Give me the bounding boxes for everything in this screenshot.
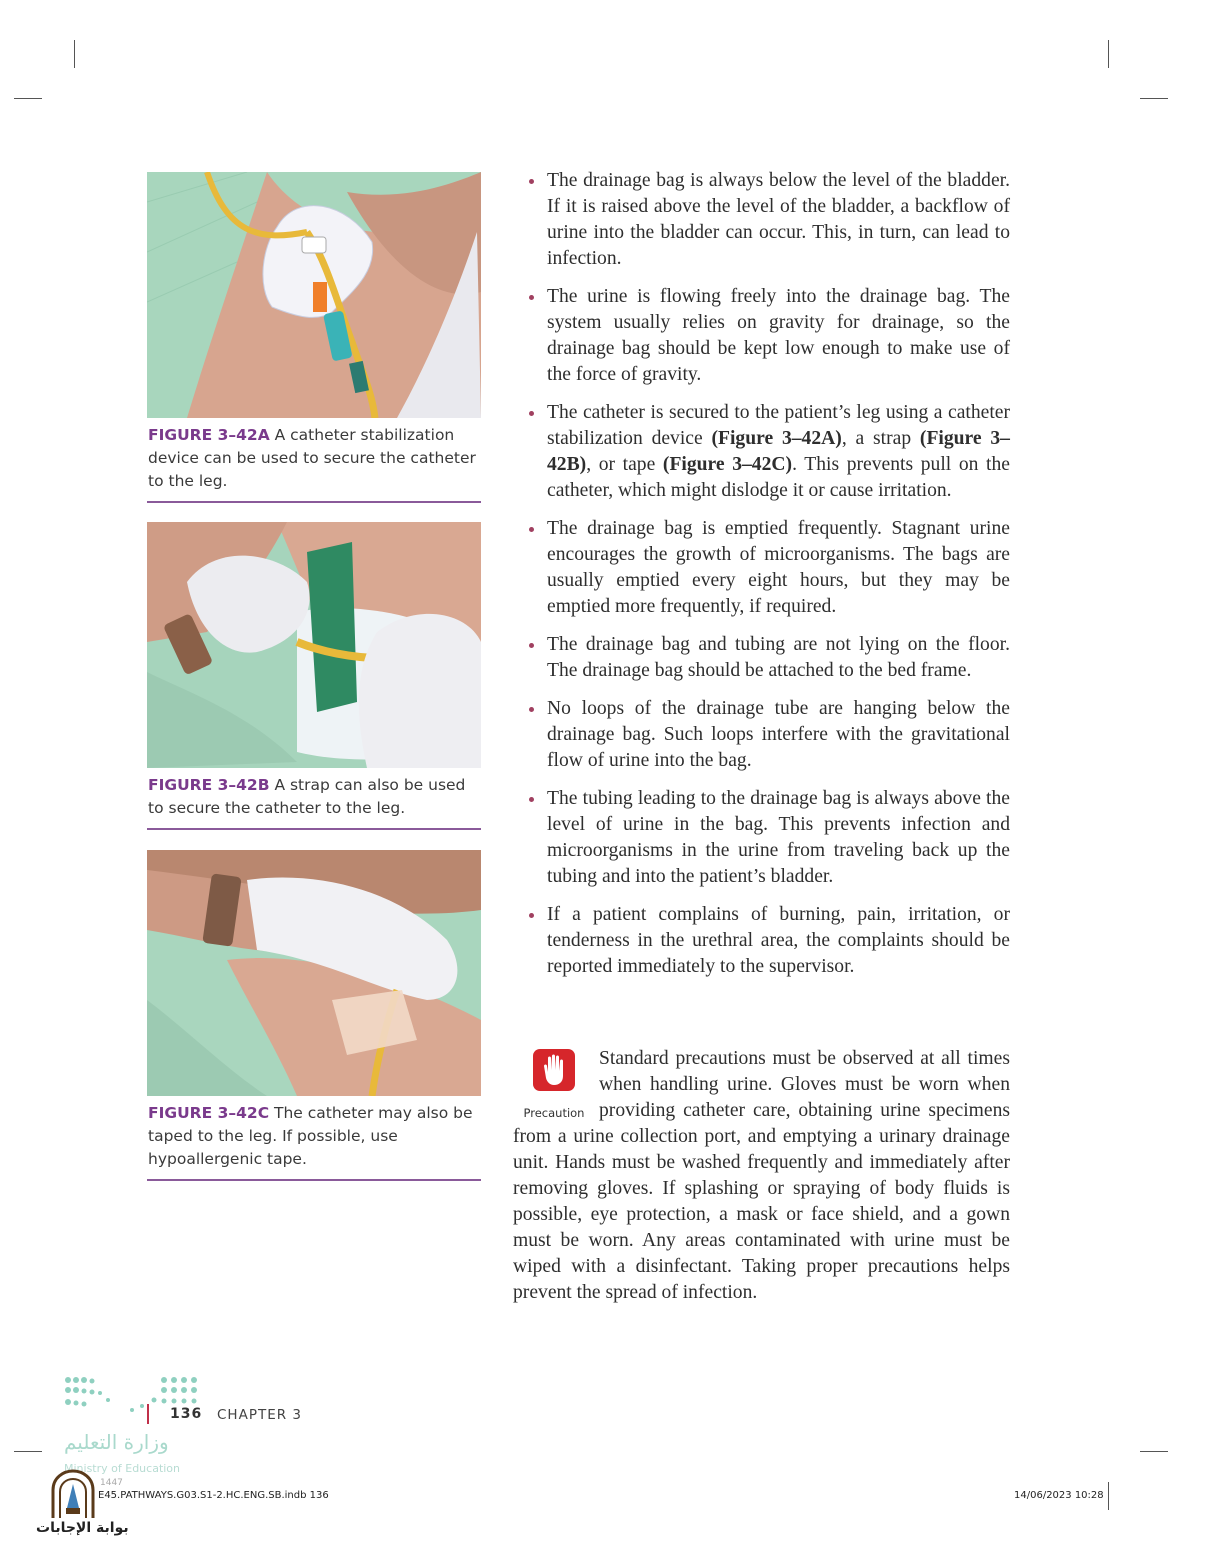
crop-mark bbox=[1140, 1451, 1168, 1452]
precaution-text: Standard precautions must be observed at all times when handling urine. Gloves must be worn when providing catheter care, obtaining urine specimens from a urine collection port, and emptying a urinary drainage unit. Hands must be washed frequently and immediately after removing gloves. If splashing or spraying of body fluids is possible, eye protection, a mask or face shield, and a gown must be worn. Any areas contaminated with urine must be wiped with a disinfectant. Taking proper precautions helps prevent the spread of infection. bbox=[513, 1048, 1010, 1303]
figure-3-42a-photo bbox=[147, 172, 481, 418]
precaution-box bbox=[509, 1048, 599, 1118]
bullet-list bbox=[513, 168, 1010, 992]
bullet-item: The drainage bag and tubing are not lying on the floor. The drainage bag should be attached to the bed frame. bbox=[513, 632, 1010, 684]
figure-3-42a-caption bbox=[148, 424, 482, 493]
figure-label: FIGURE 3–42C bbox=[148, 1104, 270, 1122]
portal-logo bbox=[48, 1468, 98, 1520]
crop-mark bbox=[1108, 40, 1109, 68]
figure-3-42b-photo bbox=[147, 522, 481, 768]
crop-mark bbox=[1108, 1482, 1109, 1510]
crop-mark bbox=[74, 40, 75, 68]
caption-text: A catheter stabilization device can be used to secure the catheter to the leg. bbox=[148, 426, 476, 490]
figure-label: FIGURE 3–42B bbox=[148, 776, 270, 794]
caption-rule bbox=[147, 1179, 481, 1181]
precaution-label: Precaution bbox=[523, 1106, 585, 1120]
stop-hand-icon bbox=[532, 1048, 576, 1092]
bullet-item: No loops of the drainage tube are hanging below the drainage bag. Such loops interfere with the gravitational flow of urine into the bag. bbox=[513, 696, 1010, 774]
caption-text: The catheter may also be taped to the leg. If possible, use hypoallergenic tape. bbox=[148, 1104, 473, 1168]
figure-3-42c-photo bbox=[147, 850, 481, 1096]
file-slug: E45.PATHWAYS.G03.S1-2.HC.ENG.SB.indb 136 bbox=[98, 1490, 329, 1501]
bullet-item: If a patient complains of burning, pain, irritation, or tenderness in the urethral area, the complaints should be reported immediately to the supervisor. bbox=[513, 902, 1010, 980]
crop-mark bbox=[1140, 98, 1168, 99]
bullet-item: The tubing leading to the drainage bag is always above the level of urine in the bag. This prevents infection and microorganisms in the urine from traveling back up the tubing and into the patient’s bladder. bbox=[513, 786, 1010, 890]
figure-3-42b-caption bbox=[148, 774, 482, 820]
crop-mark bbox=[14, 98, 42, 99]
figure-label: FIGURE 3–42A bbox=[148, 426, 270, 444]
year: 1447 bbox=[100, 1478, 123, 1488]
footer-divider bbox=[147, 1404, 149, 1424]
figure-ref: (Figure 3–42A) bbox=[711, 428, 842, 449]
bullet-item: The catheter is secured to the patient’s leg using a catheter stabilization device (Figure 3–42A), a strap (Figure 3–42B), or tape (Figure 3–42C). This prevents pull on the catheter, which might dislodge it or cause irritation. bbox=[513, 400, 1010, 504]
crop-mark bbox=[14, 1451, 42, 1452]
ministry-name-ar: وزارة التعليم bbox=[64, 1430, 169, 1454]
figure-3-42c-caption bbox=[148, 1102, 482, 1171]
chapter-label: CHAPTER 3 bbox=[217, 1407, 302, 1423]
caption-rule bbox=[147, 828, 481, 830]
precaution-block bbox=[513, 1046, 1010, 1306]
caption-text: A strap can also be used to secure the catheter to the leg. bbox=[148, 776, 466, 817]
bullet-item: The urine is flowing freely into the drainage bag. The system usually relies on gravity for drainage, so the drainage bag should be kept low enough to make use of the force of gravity. bbox=[513, 284, 1010, 388]
figure-ref: (Figure 3–42B) bbox=[547, 428, 1010, 475]
portal-arch-icon bbox=[48, 1468, 98, 1520]
portal-name: بوابة الإجابات bbox=[36, 1520, 129, 1536]
bullet-item: The drainage bag is always below the level of the bladder. If it is raised above the level of the bladder, a backflow of urine into the bladder can occur. This, in turn, can lead to infection. bbox=[513, 168, 1010, 272]
page-number: 136 bbox=[170, 1406, 203, 1422]
date-slug: 14/06/2023 10:28 bbox=[1014, 1490, 1104, 1501]
figure-ref: (Figure 3–42C) bbox=[662, 454, 793, 475]
ministry-name-en: Ministry of Education bbox=[64, 1462, 181, 1475]
bullet-item: The drainage bag is emptied frequently. Stagnant urine encourages the growth of microorganisms. The bags are usually emptied every eight hours, but they may be emptied more frequently, if required. bbox=[513, 516, 1010, 620]
caption-rule bbox=[147, 501, 481, 503]
